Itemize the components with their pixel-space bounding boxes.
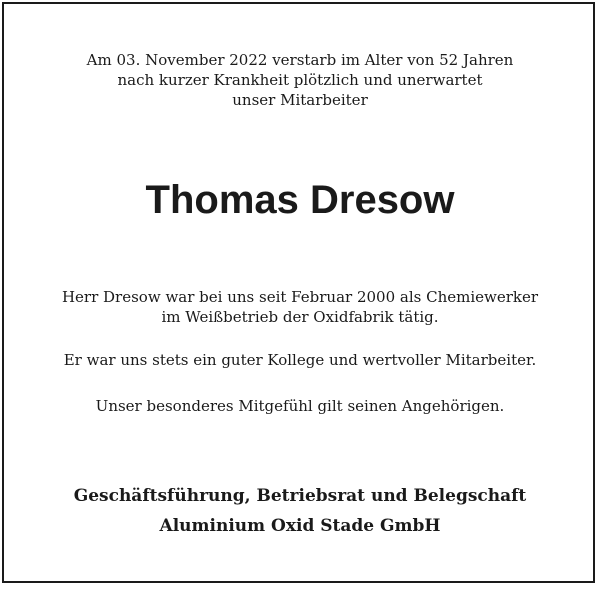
signature-line: Aluminium Oxid Stade GmbH [159, 516, 441, 536]
intro-line: unser Mitarbeiter [232, 91, 368, 109]
intro-text [0, 50, 600, 110]
intro-line: nach kurzer Krankheit plötzlich und unerwartet [117, 71, 483, 89]
employment-paragraph [0, 287, 600, 327]
paragraph-line: Unser besonderes Mitgefühl gilt seinen Angehörigen. [95, 397, 505, 415]
colleague-paragraph [0, 350, 600, 370]
condolence-paragraph [0, 396, 600, 416]
signature-block [0, 481, 600, 541]
deceased-name: Thomas Dresow [145, 178, 455, 222]
paragraph-line: Herr Dresow war bei uns seit Februar 2000 als Chemiewerker [61, 288, 539, 306]
intro-line: Am 03. November 2022 verstarb im Alter von 52 Jahren [86, 51, 514, 69]
signature-line: Geschäftsführung, Betriebsrat und Belegschaft [73, 486, 527, 506]
paragraph-line: Er war uns stets ein guter Kollege und wertvoller Mitarbeiter. [63, 351, 537, 369]
paragraph-line: im Weißbetrieb der Oxidfabrik tätig. [161, 308, 439, 326]
